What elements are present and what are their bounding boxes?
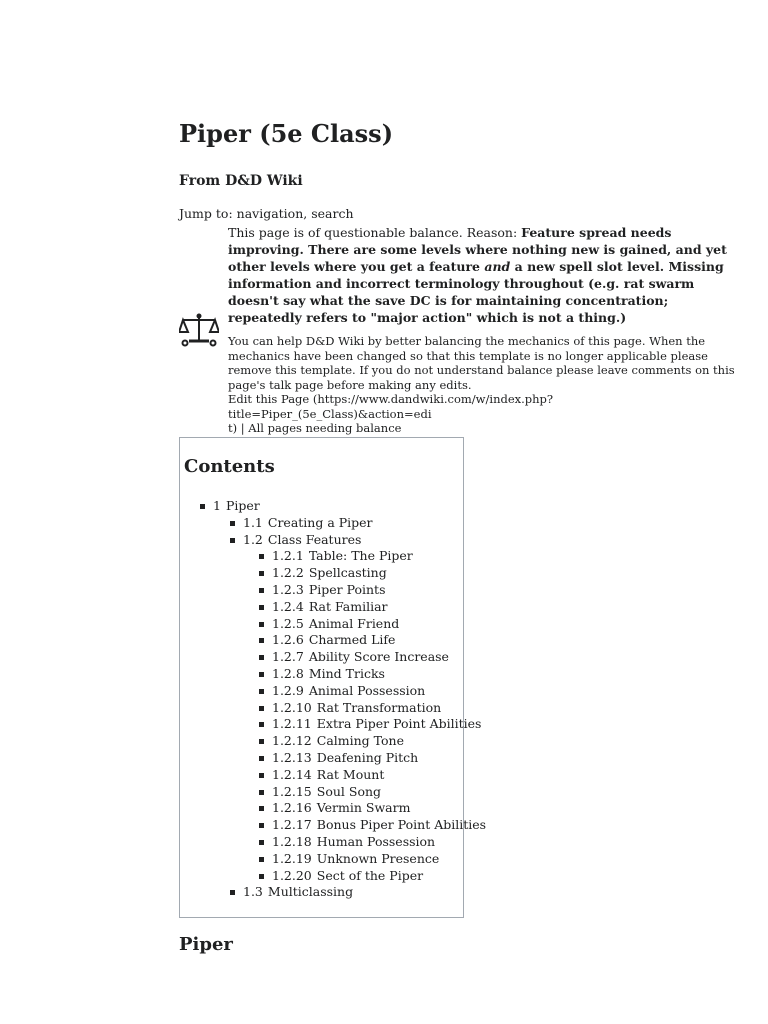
toc-label: Rat Transformation — [316, 699, 442, 715]
toc-number: 1.2.9 — [272, 682, 304, 698]
toc-item-spellcasting[interactable] — [180, 565, 463, 582]
balance-notice — [228, 224, 733, 326]
toc-item-ability-score-increase[interactable] — [180, 649, 463, 666]
toc-item-charmed-life[interactable] — [180, 632, 463, 649]
toc-number: 1.2.14 — [272, 766, 312, 782]
toc-number: 1.2.1 — [272, 548, 304, 564]
toc-item-table-the-piper[interactable] — [180, 548, 463, 565]
notice-reason-and: and — [484, 259, 511, 274]
toc-number: 1.2.20 — [272, 867, 312, 883]
toc-label: Table: The Piper — [308, 548, 413, 564]
toc-label: Creating a Piper — [267, 514, 373, 530]
toc-number: 1.2.3 — [272, 581, 304, 597]
page-title: Piper (5e Class) — [179, 119, 394, 148]
balance-scale-icon — [179, 312, 219, 348]
help-paragraph: You can help D&D Wiki by better balancing the mechanics of this page. When the mechanics have been changed so that this template is no longer applicable please remove this template. If you do not understand balance please leave comments on this page's talk page before making any edits. — [228, 334, 735, 392]
toc-label: Calming Tone — [316, 733, 404, 749]
toc-number: 1.2.5 — [272, 615, 304, 631]
jump-to-bar — [179, 206, 354, 221]
toc-item-animal-friend[interactable] — [180, 616, 463, 633]
toc-number: 1.2.7 — [272, 649, 304, 665]
jump-separator: , — [303, 206, 308, 221]
toc-number: 1.2.17 — [272, 817, 312, 833]
toc-number: 1.2.2 — [272, 565, 304, 581]
toc-label: Extra Piper Point Abilities — [316, 716, 482, 732]
toc-label: Rat Mount — [316, 766, 385, 782]
toc-number: 1.2.16 — [272, 800, 312, 816]
edit-page-link[interactable]: Edit this Page (https://www.dandwiki.com/w/index.php?title=Piper_(5e_Class)&action=edi — [228, 392, 554, 421]
toc-label: Piper — [225, 498, 260, 513]
toc-number: 1.2.8 — [272, 665, 304, 681]
edit-separator: | — [240, 421, 245, 435]
toc-number: 1.2.6 — [272, 632, 304, 648]
toc-label: Charmed Life — [308, 632, 396, 648]
toc-label: Bonus Piper Point Abilities — [316, 817, 487, 833]
toc-number: 1.2.4 — [272, 598, 304, 614]
toc-item-piper[interactable] — [180, 498, 487, 901]
toc-item-extra-piper-point-abilities[interactable] — [180, 716, 482, 733]
toc-label: Multiclassing — [267, 884, 354, 900]
toc-item-rat-familiar[interactable] — [180, 599, 463, 616]
toc-number: 1.2.12 — [272, 733, 312, 749]
toc-list — [180, 498, 487, 901]
jump-to-label: Jump to: — [179, 206, 233, 221]
toc-item-multiclassing[interactable] — [180, 884, 463, 901]
toc-label: Animal Possession — [308, 682, 426, 698]
toc-label: Unknown Presence — [316, 850, 440, 866]
notice-reason-part-b: a new spell slot level. Missing information and incorrect terminology throughout (e.g. rat swarm doesn't say what the save DC is for maintaining concentration; repeatedly refers to "major action" which is not a thing.) — [228, 259, 724, 325]
toc-number: 1.3 — [243, 884, 263, 900]
toc-item-deafening-pitch[interactable] — [180, 750, 463, 767]
toc-number: 1.2.18 — [272, 833, 312, 849]
notice-reason-part-a: Feature spread needs improving. There are some levels where nothing new is gained, and yet other levels where you get a feature — [228, 225, 727, 274]
edit-page-link-end[interactable]: t) — [228, 421, 238, 435]
all-pages-needing-balance-link[interactable]: All pages needing balance — [248, 421, 402, 435]
toc-item-vermin-swarm[interactable] — [180, 800, 463, 817]
edit-line — [228, 392, 736, 436]
toc-item-creating-a-piper[interactable] — [180, 515, 463, 532]
toc-item-human-possession[interactable] — [180, 834, 463, 851]
toc-number: 1.2.10 — [272, 699, 312, 715]
toc-number: 1.2.11 — [272, 716, 312, 732]
toc-label: Vermin Swarm — [316, 800, 411, 816]
toc-number: 1.2.19 — [272, 850, 312, 866]
jump-navigation-link[interactable]: navigation — [236, 206, 304, 221]
balance-help-text — [228, 334, 736, 436]
toc-item-bonus-piper-point-abilities[interactable] — [180, 817, 487, 834]
toc-item-unknown-presence[interactable] — [180, 851, 463, 868]
toc-number: 1.2.15 — [272, 783, 312, 799]
table-of-contents — [179, 437, 487, 918]
toc-title: Contents — [184, 456, 275, 477]
toc-label: Ability Score Increase — [308, 649, 449, 665]
toc-item-calming-tone[interactable] — [180, 733, 463, 750]
toc-label: Human Possession — [316, 833, 436, 849]
toc-label: Class Features — [267, 531, 362, 547]
section-heading-piper: Piper — [179, 934, 233, 955]
notice-lead: This page is of questionable balance. Reason: — [228, 225, 518, 240]
toc-item-rat-mount[interactable] — [180, 767, 463, 784]
toc-label: Sect of the Piper — [316, 867, 424, 883]
toc-item-piper-points[interactable] — [180, 582, 463, 599]
jump-search-link[interactable]: search — [311, 206, 354, 221]
toc-item-sect-of-the-piper[interactable] — [180, 868, 463, 885]
toc-label: Soul Song — [316, 783, 382, 799]
toc-label: Animal Friend — [308, 615, 400, 631]
toc-item-soul-song[interactable] — [180, 784, 463, 801]
toc-number: 1.1 — [243, 514, 263, 530]
toc-number: 1.2.13 — [272, 749, 312, 765]
toc-item-mind-tricks[interactable] — [180, 666, 463, 683]
toc-item-rat-transformation[interactable] — [180, 700, 463, 717]
toc-label: Deafening Pitch — [316, 749, 419, 765]
toc-label: Mind Tricks — [308, 665, 385, 681]
toc-label: Piper Points — [308, 581, 386, 597]
toc-number: 1.2 — [243, 531, 263, 547]
toc-number: 1 — [213, 498, 221, 513]
toc-item-class-features[interactable] — [180, 531, 487, 885]
site-subtitle: From D&D Wiki — [179, 173, 303, 189]
toc-item-animal-possession[interactable] — [180, 683, 463, 700]
toc-label: Rat Familiar — [308, 598, 388, 614]
notice-reason — [228, 225, 727, 325]
toc-label: Spellcasting — [308, 565, 387, 581]
